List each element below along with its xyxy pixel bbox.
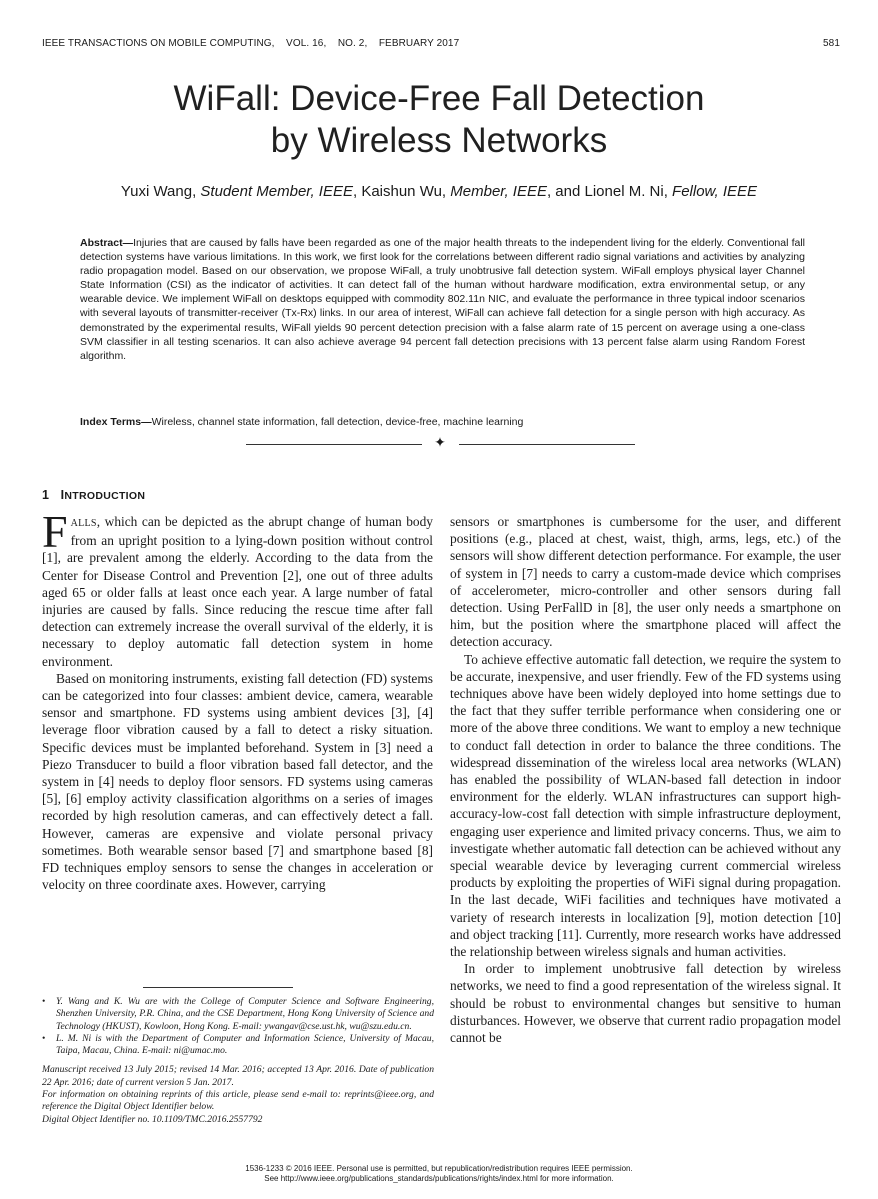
doi: Digital Object Identifier no. 10.1109/TMC.2016.2557792 bbox=[42, 1113, 263, 1125]
dropcap: F bbox=[42, 506, 68, 557]
section-title-rest: NTRODUCTION bbox=[64, 490, 146, 502]
paragraph: Based on monitoring instruments, existing fall detection (FD) systems can be categorized into four classes: ambient device, camera, wearable sensor and smartphone. FD systems using ambient devices [3], [4] leverage floor vibration caused by a fall to detect a risky situation. Specific devices must be implanted beforehand. System in [3] need a Piezo Transducer to build a floor vibration based fall detector, and the system in [4] needs to deploy floor sensors. FD systems using cameras [5], [6] employ activity classification algorithms on a series of images recorded by high resolution cameras, and can effectively detect a fall. However, cameras are expensive and violate personal privacy sometimes. Both wearable sensor based [7] and smartphone based [8] FD techniques employ sensors to sense the changes in acceleration or velocity on three coordinate axes. However, carrying bbox=[42, 670, 433, 893]
footnote-text: Y. Wang and K. Wu are with the College of Computer Science and Software Engineering, Shenzhen University, P.R. China, and the CSE Department, Hong Kong University of Science and Technology (HKUST), Kowloon, Hong Kong. E-mail: ywangav@cse.ust.hk, wu@szu.edu.cn. bbox=[56, 996, 434, 1032]
index-terms-text: Wireless, channel state information, fall detection, device-free, machine learning bbox=[151, 416, 524, 428]
paragraph: To achieve effective automatic fall detection, we require the system to be accurate, inexpensive, and user friendly. Few of the FD systems using techniques above have been widely deployed into home settings due to the fact that they suffer terrible performance when considering one or more of the above three conditions. We want to employ a new technique to conduct fall detection in order to balance the three conditions. The widespread dissemination of the wireless local area networks (WLAN) has enabled the possibility of WLAN-based fall detection in indoor environment for the elderly. WLAN infrastructures can support high-accuracy-low-cost fall detection with simple infrastructure deployment, engaging user experience and limited privacy concerns. Thus, we aim to investigate whether automatic fall detection can be achieved without any special wearable device by leveraging current commercial wireless products by exploiting the properties of WiFi signal during propagation. In the last decade, WiFi facilities and techniques have motivated a variety of research interests in localization [9], motion detection [10] and object tracking [11]. Currently, more research works have addressed the relationship between wireless signals and human activities. bbox=[450, 651, 841, 960]
footnote-affiliation bbox=[42, 1033, 434, 1058]
title-line-1: WiFall: Device-Free Fall Detection bbox=[173, 79, 705, 118]
author-list bbox=[0, 183, 878, 200]
author-1: Yuxi Wang, bbox=[120, 183, 201, 200]
left-column bbox=[42, 506, 433, 893]
copyright-line-1: 1536-1233 © 2016 IEEE. Personal use is permitted, but republication/redistribution requires IEEE permission. bbox=[245, 1164, 633, 1173]
copyright-notice bbox=[0, 1164, 878, 1184]
manuscript-history: Manuscript received 13 July 2015; revised 14 Mar. 2016; accepted 13 Apr. 2016. Date of publication 22 Apr. 2016; date of current version 5 Jan. 2017. bbox=[42, 1064, 434, 1088]
abstract bbox=[80, 236, 805, 363]
footnote-rule bbox=[143, 987, 293, 988]
author-3-role: Fellow, IEEE bbox=[672, 183, 758, 200]
paragraph: In order to implement unobtrusive fall detection by wireless networks, we need to find a good representation of the wireless signal. It should be robust to environmental changes but sensitive to human disturbances. However, we observe that current radio propagation model cannot be bbox=[450, 961, 841, 1046]
author-3: , and Lionel M. Ni, bbox=[546, 183, 673, 200]
divider-line-left bbox=[246, 444, 422, 445]
section-title-initial: I bbox=[60, 488, 65, 502]
paper-title bbox=[0, 78, 878, 162]
author-2: , Kaishun Wu, bbox=[352, 183, 451, 200]
paragraph: sensors or smartphones is cumbersome for the user, and different positions (e.g., placed at chest, waist, thigh, arms, legs, etc.) of the sensors will show different detection performance. For example, the user of system in [7] needs to carry a custom-made device which comprises of accelerometer, micro-controller and other sensors during fall detection. Using PerFallD in [8], the user only needs a smartphone on him, but the position where the smartphone placed will affect the detection accuracy. bbox=[450, 514, 841, 650]
paragraph-text: , which can be depicted as the abrupt change of human body from an upright position to a lying-down position without control [1], are prevalent among the elderly. According to the data from the Center for Disease Control and Prevention [2], one out of three adults aged 65 or older falls at least once each year. A large number of fatal injuries are caused by falls. Since reducing the rescue time after fall detection can extremely increase the overall survival of the elderly, it is necessary to deploy automatic fall detection system in home environment. bbox=[42, 514, 433, 669]
abstract-text: Injuries that are caused by falls have been regarded as one of the major health threats to the independent living for the elderly. Conventional fall detection systems have various limitations. In this work, we first look for the correlations between different radio signal variations and activities by analyzing radio propagation model. Based on our observation, we propose WiFall, a truly unobtrusive fall detection system. WiFall employs physical layer Channel State Information (CSI) as the indicator of activities. It can detect fall of the human without hardware modification, extra environmental setup, or any wearable device. We implement WiFall on desktops equipped with commodity 802.11n NIC, and evaluate the performance in three typical indoor scenarios with several layouts of transmitter-receiver (Tx-Rx) links. In our area of interest, WiFall can achieve fall detection for a single person with high accuracy. As demonstrated by the experimental results, WiFall yields 90 percent detection precision with a false alarm rate of 15 percent on average using a one-class SVM classifier in all testing scenarios. It can also achieve average 94 percent fall detection precisions with 13 percent false alarm using Random Forest algorithm. bbox=[80, 237, 805, 362]
author-1-role: Student Member, IEEE bbox=[200, 183, 353, 200]
bullet-icon: • bbox=[42, 1032, 46, 1044]
page-number: 581 bbox=[823, 38, 840, 49]
index-terms bbox=[80, 415, 805, 429]
footnote-affiliation bbox=[42, 996, 434, 1033]
footnotes bbox=[42, 996, 434, 1126]
right-column bbox=[450, 513, 841, 1046]
divider-line-right bbox=[459, 444, 635, 445]
reprints-info: For information on obtaining reprints of this article, please send e-mail to: reprints@ieee.org, and reference the Digital Object Identifier below. bbox=[42, 1089, 434, 1113]
author-2-role: Member, IEEE bbox=[450, 183, 547, 200]
section-heading bbox=[42, 488, 145, 502]
index-terms-label: Index Terms— bbox=[80, 416, 152, 428]
title-line-2: by Wireless Networks bbox=[270, 121, 608, 160]
smallcaps-lead: ALLS bbox=[70, 518, 97, 529]
footnote-text: L. M. Ni is with the Department of Computer and Information Science, University of Macau, Taipa, Macau, China. E-mail: ni@umac.mo. bbox=[56, 1032, 434, 1057]
running-head bbox=[42, 38, 840, 49]
bullet-icon: • bbox=[42, 996, 46, 1007]
copyright-line-2: See http://www.ieee.org/publications_standards/publications/rights/index.html for more information. bbox=[264, 1174, 614, 1183]
divider-diamond-icon: ✦ bbox=[434, 436, 446, 451]
section-number: 1 bbox=[42, 488, 50, 502]
journal-info: IEEE TRANSACTIONS ON MOBILE COMPUTING, VOL. 16, NO. 2, FEBRUARY 2017 bbox=[42, 38, 460, 49]
abstract-label: Abstract— bbox=[80, 237, 134, 249]
paragraph bbox=[42, 506, 433, 670]
